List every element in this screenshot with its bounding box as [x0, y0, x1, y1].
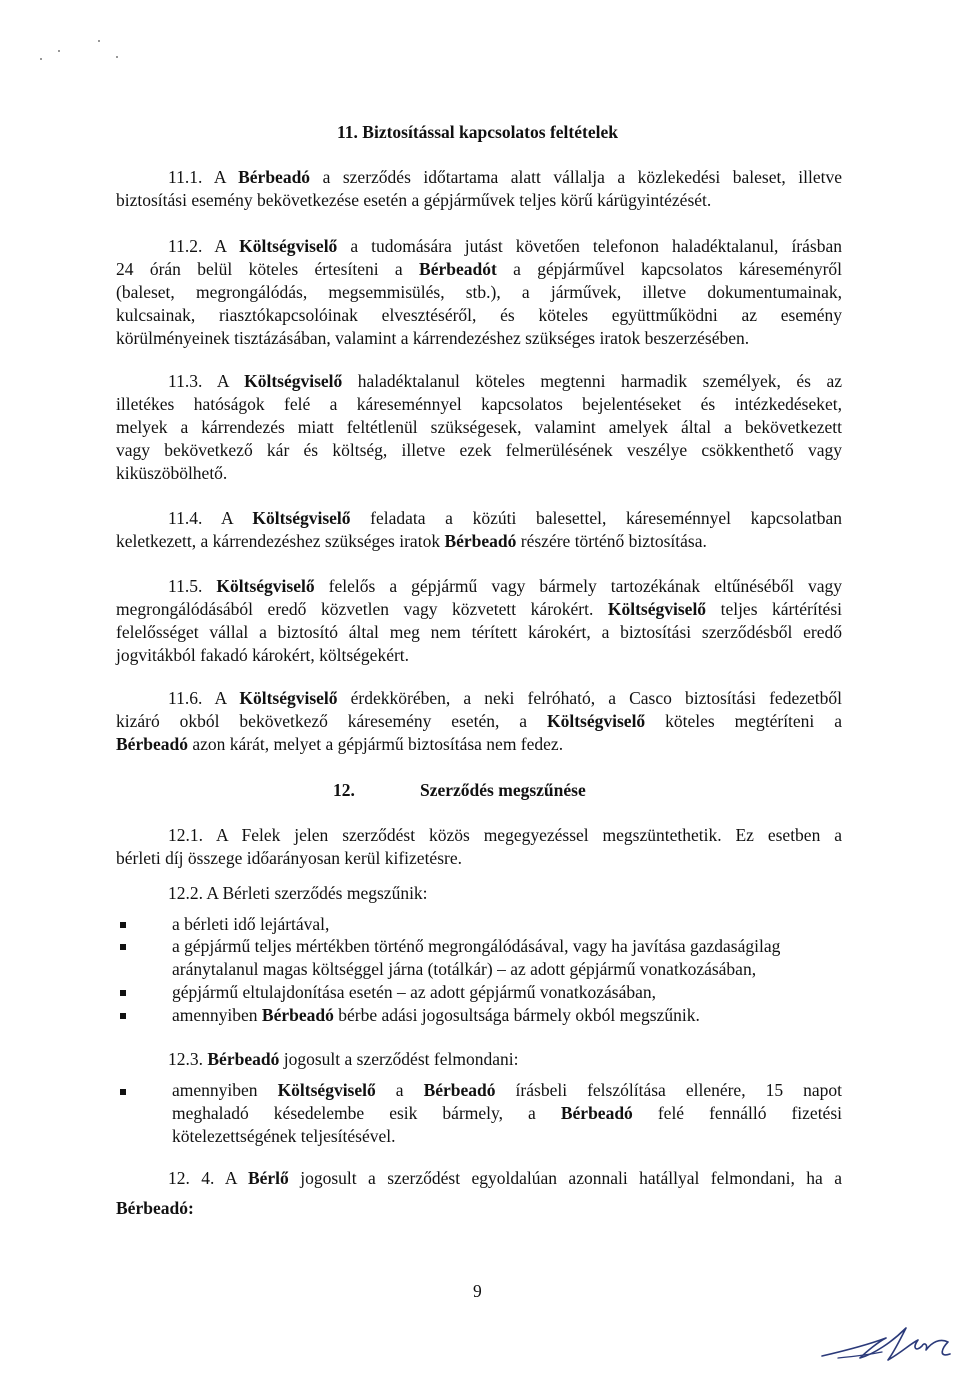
bold-run: Bérbeadó	[423, 1080, 496, 1100]
bold-run: Bérbeadó	[238, 167, 311, 187]
para-11-4-line-1	[168, 507, 842, 530]
list-item-12-2-4	[172, 1004, 700, 1027]
text-run: bérbe adási jogosultsága bármely okból megszűnik.	[333, 1005, 700, 1025]
text-run: felelős a gépjármű vagy bármely tartozékának eltűnéséből vagy	[314, 576, 842, 596]
text-run: 24 órán belül köteles értesíteni a	[116, 259, 420, 279]
list-item-12-3-1-line-1	[172, 1079, 842, 1102]
text-run: meghaladó késedelembe esik bármely, a	[172, 1103, 561, 1123]
bullet-marker	[120, 1089, 126, 1095]
signature-stroke	[822, 1328, 950, 1360]
para-11-6-line-2	[116, 710, 842, 733]
text-run: a szerződés időtartama alatt vállalja a közlekedési baleset, illetve	[310, 167, 842, 187]
para-12-3-intro	[168, 1048, 518, 1071]
section-12-number: 12.	[333, 780, 355, 800]
signature	[808, 1318, 958, 1368]
bold-run: Bérbeadót	[419, 259, 497, 279]
para-11-6-line-3	[116, 733, 842, 756]
para-11-3-line-3: melyek a kárrendezés miatt feltétlenül szükségesek, valamint amelyek által a bekövetkezett	[116, 417, 842, 437]
para-11-2-line-5: körülményeinek tisztázásában, valamint a kárrendezéshez szükséges iratok beszerzésében.	[116, 328, 750, 348]
para-12-1-line-1	[168, 824, 842, 847]
para-number: 11.4.	[168, 508, 203, 528]
text-run: megrongálódásából eredő közvetlen vagy közvetett károkért.	[116, 599, 608, 619]
bold-run: Költségviselő	[239, 236, 338, 256]
list-item-12-2-2-line-1: a gépjármű teljes mértékben történő megrongálódásával, vagy ha javítása gazdaságilag	[172, 936, 781, 956]
para-11-5-line-4: jogvitákból fakadó károkért, költségekért.	[116, 645, 410, 665]
para-11-3-line-2: illetékes hatóságok felé a káreseménnyel kapcsolatos bejelentéseket és intézkedéseket,	[116, 394, 842, 414]
para-11-2-line-2	[116, 258, 842, 281]
text-run: kizáró okból bekövetkező káresemény esetén, a	[116, 711, 547, 731]
bullet-marker	[120, 922, 126, 928]
bullet-marker	[120, 990, 126, 996]
scan-speck	[40, 58, 42, 60]
para-11-1-line-1	[168, 166, 842, 189]
text-run: A	[224, 1168, 248, 1188]
list-item-12-2-3: gépjármű eltulajdonítása esetén – az adott gépjármű vonatkozásában,	[172, 982, 656, 1002]
para-number: 12.1.	[168, 825, 203, 845]
scan-speck	[58, 50, 60, 52]
text-run: a	[375, 1080, 424, 1100]
para-number: 11.5.	[168, 576, 203, 596]
bold-run: Költségviselő	[547, 711, 646, 731]
para-11-6-line-1	[168, 687, 842, 710]
para-number: 11.3.	[168, 371, 203, 391]
para-number: 12.2.	[168, 883, 203, 903]
text-run: A	[221, 508, 253, 528]
para-11-5-line-3: felelősséget vállal a biztosító által meg nem térített károkért, a biztosítási szerződésből eredő	[116, 622, 842, 642]
para-11-2-line-4: kulcsainak, riasztókapcsolóinak elvesztéséről, és köteles együttműködni az esemény	[116, 305, 842, 325]
para-11-5-line-1	[168, 575, 842, 598]
para-11-3-line-5: kiküszöbölhető.	[116, 463, 228, 483]
text-run: amennyiben	[172, 1005, 262, 1025]
bold-run: Költségviselő	[607, 599, 707, 619]
list-item-12-2-1: a bérleti idő lejártával,	[172, 914, 330, 934]
para-number: 11.2.	[168, 236, 203, 256]
text-run: A	[214, 236, 240, 256]
text-run: felé fennálló fizetési	[632, 1103, 842, 1123]
text-run: amennyiben	[172, 1080, 278, 1100]
text-run: a tudomására jutást követően telefonon haladéktalanul, írásban	[337, 236, 842, 256]
para-12-4-line-2	[116, 1197, 194, 1220]
text-run: A Felek jelen szerződést közös megegyezéssel megszüntethetik. Ez esetben a	[215, 825, 842, 845]
text-run: írásbeli felszólítása ellenére, 15 napot	[495, 1080, 842, 1100]
para-number: 12. 4.	[168, 1168, 215, 1188]
bold-run: Költségviselő	[216, 576, 315, 596]
bold-run: Bérbeadó	[444, 531, 517, 551]
para-12-2-intro	[168, 882, 428, 905]
para-11-1-line-2: biztosítási esemény bekövetkezése esetén a gépjárművek teljes körű kárügyintézését.	[116, 190, 712, 210]
text-run: azon kárát, melyet a gépjármű biztosítása nem fedez.	[187, 734, 564, 754]
text-run: A	[216, 371, 245, 391]
text-run: jogosult a szerződést egyoldalúan azonnali hatállyal felmondani, ha a	[288, 1168, 842, 1188]
text-run: A	[213, 167, 239, 187]
bold-run: Bérlő	[247, 1168, 289, 1188]
list-item-12-3-1-line-2	[172, 1102, 842, 1125]
bold-run: Bérbeadó	[261, 1005, 334, 1025]
text-run: A	[214, 688, 240, 708]
bold-run: Bérbeadó	[116, 734, 188, 754]
bullet-marker	[120, 1013, 126, 1019]
bold-run: Bérbeadó	[207, 1049, 280, 1069]
text-run: köteles megtéríteni a	[645, 711, 842, 731]
page-number: 9	[473, 1281, 482, 1301]
section-12-heading: Szerződés megszűnése	[420, 780, 586, 800]
text-run: keletkezett, a kárrendezéshez szükséges iratok	[116, 531, 445, 551]
para-12-4-line-1	[168, 1167, 842, 1190]
bold-run: Költségviselő	[244, 371, 343, 391]
para-11-3-line-4: vagy bekövetkező kár és költség, illetve ezek felmerülésének veszélye csökkenthető vagy	[116, 440, 842, 460]
bold-run: Költségviselő	[277, 1080, 376, 1100]
text-run: teljes kártérítési	[706, 599, 842, 619]
section-11-heading: 11. Biztosítással kapcsolatos feltételek	[337, 122, 618, 142]
para-11-5-line-2	[116, 598, 842, 621]
text-run: feladata a közúti balesettel, káreseménnyel kapcsolatban	[350, 508, 842, 528]
para-11-2-line-3: (baleset, megrongálódás, megsemmisülés, stb.), a járművek, illetve dokumentumainak,	[116, 282, 842, 302]
para-11-2-line-1	[168, 235, 842, 258]
para-12-1-line-2: bérleti díj összege időarányosan kerül kifizetésre.	[116, 848, 462, 868]
list-item-12-3-1-line-3: kötelezettségének teljesítésével.	[172, 1126, 396, 1146]
text-run: részére történő biztosítása.	[516, 531, 707, 551]
text-run: a gépjárművel kapcsolatos káreseményről	[496, 259, 843, 279]
para-number: 11.6.	[168, 688, 203, 708]
scan-speck	[98, 40, 100, 42]
scan-speck	[116, 56, 118, 58]
para-11-3-line-1	[168, 370, 842, 393]
text-run: A Bérleti szerződés megszűnik:	[206, 883, 428, 903]
text-run: jogosult a szerződést felmondani:	[279, 1049, 519, 1069]
bold-run: Költségviselő	[239, 688, 338, 708]
para-number: 11.1.	[168, 167, 203, 187]
para-number: 12.3.	[168, 1049, 203, 1069]
text-run: haladéktalanul köteles megtenni harmadik személyek, és az	[342, 371, 842, 391]
bold-run: Bérbeadó:	[116, 1198, 194, 1218]
para-11-4-line-2	[116, 530, 842, 553]
text-run: érdekkörében, a neki felróható, a Casco biztosítási fedezetből	[337, 688, 842, 708]
bold-run: Költségviselő	[252, 508, 351, 528]
bold-run: Bérbeadó	[560, 1103, 633, 1123]
list-item-12-2-2-line-2: aránytalanul magas költséggel járna (totálkár) – az adott gépjármű vonatkozásában,	[172, 959, 757, 979]
bullet-marker	[120, 944, 126, 950]
